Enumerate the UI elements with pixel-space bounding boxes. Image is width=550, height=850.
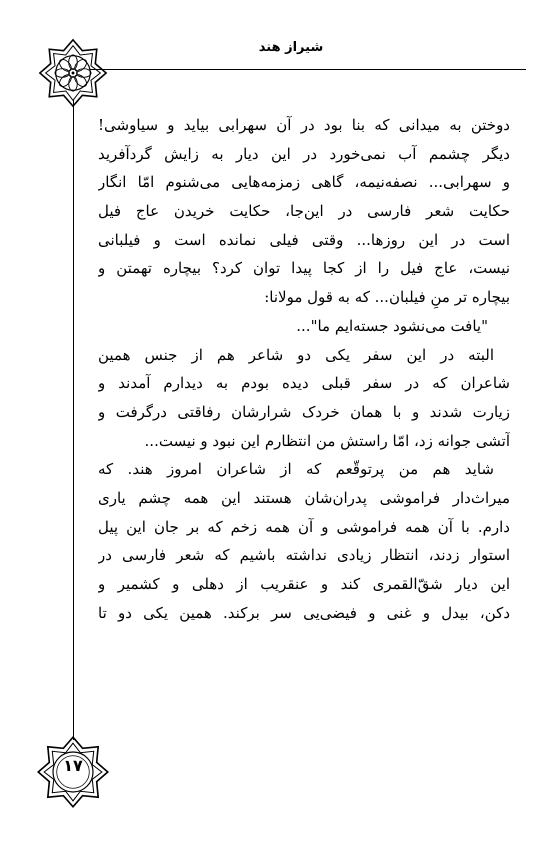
- text-line: حکایت شعر فارسی در این‌جا، حکایت خریدن عاج فیل: [98, 202, 510, 221]
- paragraph-2: [98, 341, 510, 456]
- text-line: دیگر چشمم آب نمی‌خورد در این دیار به زایش گردآفرید: [98, 144, 510, 163]
- text-line: زیارت شدند و با همان خردک شرارشان رفاقتی درگرفت و: [98, 402, 510, 421]
- text-line: استوار زدند، انتظار زیادی نداشته باشیم که شعر فارسی در: [98, 546, 510, 565]
- text-line: البته در این سفر یکی دو شاعر هم از جنس همین: [98, 345, 494, 364]
- quoted-verse: "یافت می‌نشود جسته‌ایم ما"...: [296, 316, 488, 335]
- rosette-ornament-icon: [37, 37, 109, 109]
- text-line: دوختن به میدانی که بنا بود در آن سهرابی بیاید و سیاوشی!: [98, 116, 510, 134]
- header-divider: [90, 69, 526, 70]
- paragraph-1: [98, 111, 510, 341]
- text-line: آتشی جوانه زد، امّا راستش من انتظارم این نبود و نیست...: [144, 431, 510, 450]
- running-header-title: شیراز هند: [258, 40, 324, 55]
- paragraph-3: [98, 455, 510, 627]
- page-number: ۱۷: [63, 756, 83, 775]
- margin-vertical-rule: [73, 100, 74, 740]
- text-line: شاعران که در سفر قبلی دیده بودم به دیدارم آمدند و: [98, 374, 510, 393]
- page-body: [98, 111, 510, 627]
- text-line: دارم. با آن همه فراموشی و آن همه زخم که بر جان این پیل: [98, 517, 510, 536]
- text-line: شاید هم من پرتوقّعم که از شاعران امروز هند. که: [98, 460, 494, 479]
- text-line: و سهرابی... نصفه‌نیمه، گاهی زمزمه‌هایی می‌شنوم امّا انگار: [98, 173, 510, 192]
- text-line: میراث‌دار فراموشی پدران‌شان هستند این همه چشم یاری: [98, 488, 510, 507]
- text-line: نیست، عاج فیل را از کجا پیدا توان کرد؟ بیچاره تهمتن و: [98, 259, 510, 278]
- text-line: دکن، بیدل و غنی و فیضی‌یی سر برکند. همین یکی دو تا: [98, 603, 510, 622]
- text-line: بیچاره تر منِ فیلبان... که به قول مولانا:: [264, 288, 510, 307]
- text-line: است در این روزها... وقتی فیلی نمانده است و فیلبانی: [98, 230, 510, 249]
- text-line: این دیار شقّ‌القمری کند و عنقریب از دهلی و کشمیر و: [98, 575, 510, 593]
